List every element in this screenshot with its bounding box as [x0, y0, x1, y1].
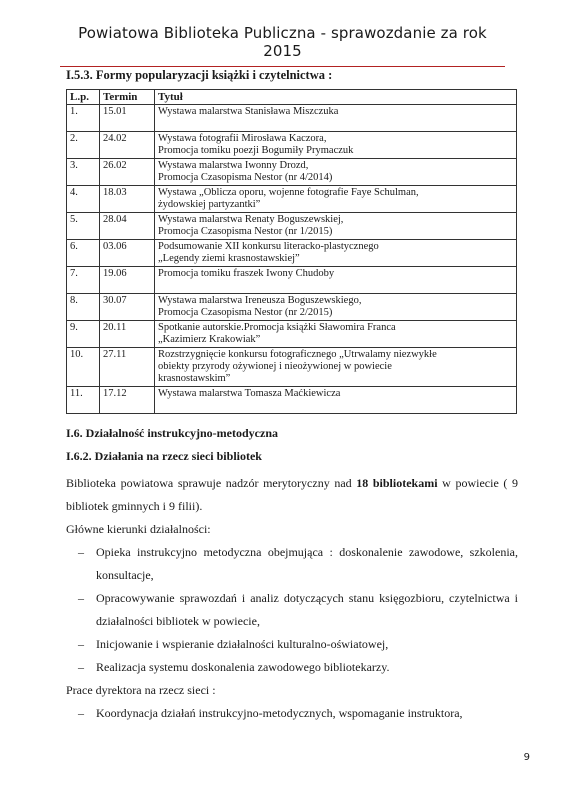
row-title-line: „Legendy ziemi krasnostawskiej”: [158, 253, 300, 264]
list-item-text: Opieka instrukcyjno metodyczna obejmująca : doskonalenie zawodowe, szkolenia, konsultacje,: [96, 545, 518, 582]
row-title: [155, 387, 517, 414]
column-header-termin: Termin: [100, 90, 155, 105]
paragraph-text: Biblioteka powiatowa sprawuje nadzór merytoryczny nad: [66, 476, 357, 490]
row-title: [155, 213, 517, 240]
row-title-line: Promocja tomiku poezji Bogumiły Prymaczuk: [158, 145, 354, 156]
dash-bullet: –: [78, 637, 84, 651]
paragraph-text: w powiecie ( 9 bibliotek gminnych i 9 filii).: [66, 476, 518, 513]
row-title-line: Wystawa malarstwa Iwonny Drozd,: [158, 160, 309, 171]
row-number: 1.: [67, 105, 100, 132]
dash-bullet: –: [78, 591, 84, 605]
row-title-line: Podsumowanie XII konkursu literacko-plastycznego: [158, 241, 379, 252]
row-title-line: Wystawa malarstwa Ireneusza Boguszewskiego,: [158, 295, 362, 306]
subsection-heading-network: I.6.2. Działania na rzecz sieci bibliotek: [66, 449, 262, 463]
table-row: [67, 240, 517, 267]
table-row: [67, 267, 517, 294]
list-item: [66, 702, 518, 725]
document-body: [66, 68, 518, 725]
row-title-line: Wystawa malarstwa Renaty Boguszewskiej,: [158, 214, 344, 225]
table-row: [67, 132, 517, 159]
list-item-text: Inicjowanie i wspieranie działalności kulturalno-oświatowej,: [96, 637, 389, 651]
row-date: 27.11: [100, 348, 155, 387]
director-work-list: [66, 702, 518, 725]
table-body: [67, 105, 517, 414]
table-row: [67, 213, 517, 240]
row-number: 9.: [67, 321, 100, 348]
list-item-text: Koordynacja działań instrukcyjno-metodycznych, wspomaganie instruktora,: [96, 706, 463, 720]
section-heading-instructional: I.6. Działalność instrukcyjno-metodyczna: [66, 426, 278, 440]
row-title: [155, 267, 517, 294]
events-table: [66, 89, 517, 414]
page-header: Powiatowa Biblioteka Publiczna - sprawozdanie za rok 2015: [60, 24, 505, 67]
list-item: [66, 541, 518, 587]
row-title-line: Wystawa malarstwa Tomasza Maćkiewicza: [158, 388, 341, 399]
table-row: [67, 105, 517, 132]
row-number: 3.: [67, 159, 100, 186]
row-title-line: Spotkanie autorskie.Promocja książki Sławomira Franca: [158, 322, 396, 333]
row-title: [155, 159, 517, 186]
table-header-row: [67, 90, 517, 105]
row-title-line: Rozstrzygnięcie konkursu fotograficznego „Utrwalamy niezwykłe: [158, 349, 437, 360]
list-item-text: Opracowywanie sprawozdań i analiz dotyczących stanu księgozbioru, czytelnictwa i działalności bibliotek w powiecie,: [96, 591, 518, 628]
row-title-line: krasnostawskim”: [158, 373, 231, 384]
row-title-line: Promocja Czasopisma Nestor (nr 1/2015): [158, 226, 333, 237]
column-header-lp: L.p.: [67, 90, 100, 105]
row-title: [155, 294, 517, 321]
table-row: [67, 321, 517, 348]
row-date: 28.04: [100, 213, 155, 240]
row-title-line: „Kazimierz Krakowiak”: [158, 334, 261, 345]
row-title: [155, 240, 517, 267]
row-date: 24.02: [100, 132, 155, 159]
row-number: 11.: [67, 387, 100, 414]
list-item: [66, 587, 518, 633]
row-title: [155, 321, 517, 348]
row-title-line: Wystawa malarstwa Stanisława Miszczuka: [158, 106, 339, 117]
row-date: 18.03: [100, 186, 155, 213]
row-title-line: obiekty przyrody ożywionej i nieożywionej w powiecie: [158, 361, 392, 372]
section-instructional: [66, 426, 518, 725]
row-title-line: Wystawa „Oblicza oporu, wojenne fotografie Faye Schulman,: [158, 187, 419, 198]
row-number: 5.: [67, 213, 100, 240]
row-title-line: żydowskiej partyzantki”: [158, 199, 261, 210]
table-row: [67, 387, 517, 414]
list-item: [66, 633, 518, 656]
row-number: 8.: [67, 294, 100, 321]
table-row: [67, 348, 517, 387]
table-row: [67, 186, 517, 213]
row-title-line: [158, 118, 513, 130]
row-title: [155, 348, 517, 387]
row-number: 6.: [67, 240, 100, 267]
paragraph-main-directions: Główne kierunki działalności:: [66, 522, 211, 536]
row-title-line: Promocja Czasopisma Nestor (nr 2/2015): [158, 307, 333, 318]
row-number: 2.: [67, 132, 100, 159]
table-row: [67, 159, 517, 186]
row-title-line: Promocja Czasopisma Nestor (nr 4/2014): [158, 172, 333, 183]
row-title-line: Wystawa fotografii Mirosława Kaczora,: [158, 133, 327, 144]
page-number: 9: [523, 752, 530, 763]
section-heading-forms: I.5.3. Formy popularyzacji książki i czytelnictwa :: [66, 68, 333, 82]
dash-bullet: –: [78, 660, 84, 674]
paragraph-director-work: Prace dyrektora na rzecz sieci :: [66, 683, 216, 697]
column-header-tytul: Tytuł: [155, 90, 517, 105]
table-row: [67, 294, 517, 321]
dash-bullet: –: [78, 706, 84, 720]
row-title: [155, 132, 517, 159]
row-number: 4.: [67, 186, 100, 213]
row-date: 30.07: [100, 294, 155, 321]
paragraph-supervision: [66, 472, 518, 518]
row-title-line: Promocja tomiku fraszek Iwony Chudoby: [158, 268, 335, 279]
list-item: [66, 656, 518, 679]
row-title: [155, 105, 517, 132]
row-title-line: [158, 400, 513, 412]
dash-bullet: –: [78, 545, 84, 559]
library-count: 18 bibliotekami: [356, 476, 438, 490]
row-date: 20.11: [100, 321, 155, 348]
row-title-line: [158, 280, 513, 292]
row-date: 15.01: [100, 105, 155, 132]
list-item-text: Realizacja systemu doskonalenia zawodowego bibliotekarzy.: [96, 660, 390, 674]
row-number: 10.: [67, 348, 100, 387]
main-directions-list: [66, 541, 518, 679]
row-title: [155, 186, 517, 213]
row-date: 03.06: [100, 240, 155, 267]
row-date: 19.06: [100, 267, 155, 294]
row-date: 26.02: [100, 159, 155, 186]
row-date: 17.12: [100, 387, 155, 414]
row-number: 7.: [67, 267, 100, 294]
